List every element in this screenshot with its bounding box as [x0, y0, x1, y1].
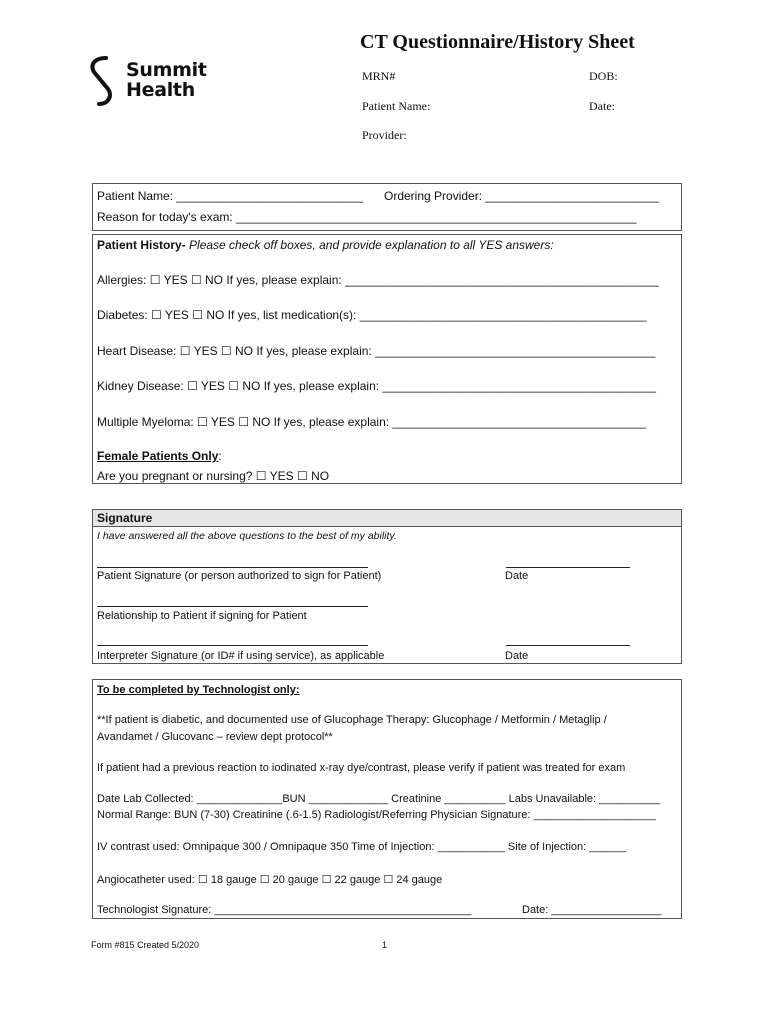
glucophage-note-line-2: Avandamet / Glucovanc – review dept protocol**: [97, 731, 333, 743]
lab-collected-field[interactable]: Date Lab Collected: ______________BUN _____________ Creatinine __________ Labs Unavailable: __________: [97, 793, 661, 805]
patient-name-field[interactable]: Patient Name: ____________________________: [97, 189, 364, 203]
technologist-date-field[interactable]: Date: __________________: [522, 904, 662, 916]
allergies-question[interactable]: Allergies: ☐ YES ☐ NO If yes, please explain: _______________________________________________: [97, 273, 659, 287]
date-line-2[interactable]: [506, 645, 630, 646]
logo-text: [126, 60, 207, 100]
pregnant-question[interactable]: Are you pregnant or nursing? ☐ YES ☐ NO: [97, 469, 330, 483]
patient-name-label: Patient Name:: [362, 99, 431, 113]
technologist-signature-field[interactable]: Technologist Signature: __________________________________________: [97, 904, 472, 916]
relationship-line[interactable]: [97, 606, 368, 607]
signature-statement: I have answered all the above questions to the best of my ability.: [97, 530, 397, 542]
kidney-disease-question[interactable]: Kidney Disease: ☐ YES ☐ NO If yes, please explain: _________________________________________: [97, 379, 657, 393]
history-heading-instructions: Please check off boxes, and provide explanation to all YES answers:: [185, 238, 554, 252]
female-heading-colon: :: [218, 449, 222, 463]
summit-health-logo-icon: [86, 55, 118, 107]
page-number: 1: [382, 940, 388, 950]
iv-contrast-field[interactable]: IV contrast used: Omnipaque 300 / Omnipaque 350 Time of Injection: ___________ Site of Injection: ______: [97, 841, 626, 853]
glucophage-note-line-1: **If patient is diabetic, and documented use of Glucophage Therapy: Glucophage / Metformin / Metaglip /: [97, 714, 607, 726]
signature-heading: Signature: [92, 509, 682, 527]
history-heading: [97, 238, 554, 252]
mrn-label: MRN#: [362, 69, 396, 83]
date-label-2: Date: [505, 650, 529, 662]
technologist-heading: To be completed by Technologist only:: [97, 684, 300, 696]
heart-disease-question[interactable]: Heart Disease: ☐ YES ☐ NO If yes, please explain: __________________________________________: [97, 344, 656, 358]
provider-label: Provider:: [362, 128, 407, 142]
interpreter-signature-line[interactable]: [97, 645, 368, 646]
form-number: Form #815 Created 5/2020: [91, 940, 200, 950]
reason-field[interactable]: Reason for today's exam: ____________________________________________________________: [97, 210, 637, 224]
patient-history-box: [92, 234, 682, 484]
diabetes-question[interactable]: Diabetes: ☐ YES ☐ NO If yes, list medication(s): ___________________________________________: [97, 308, 647, 322]
logo-line-1: Summit: [126, 59, 207, 81]
ordering-provider-field[interactable]: Ordering Provider: __________________________: [384, 189, 659, 203]
female-patients-heading: [97, 449, 222, 463]
relationship-label: Relationship to Patient if signing for Patient: [97, 610, 307, 622]
dob-label: DOB:: [589, 69, 618, 83]
date-label-1: Date: [505, 570, 529, 582]
signature-box: [92, 526, 682, 664]
logo-line-2: Health: [126, 79, 195, 101]
angiocatheter-field[interactable]: Angiocatheter used: ☐ 18 gauge ☐ 20 gauge ☐ 22 gauge ☐ 24 gauge: [97, 874, 443, 886]
history-heading-bold: Patient History-: [97, 238, 186, 252]
contrast-reaction-note: If patient had a previous reaction to iodinated x-ray dye/contrast, please verify if patient was treated for exam: [97, 762, 626, 774]
date-line-1[interactable]: [506, 567, 630, 568]
patient-signature-line[interactable]: [97, 567, 368, 568]
multiple-myeloma-question[interactable]: Multiple Myeloma: ☐ YES ☐ NO If yes, please explain: ______________________________________: [97, 415, 647, 429]
normal-range-field[interactable]: Normal Range: BUN (7-30) Creatinine (.6-1.5) Radiologist/Referring Physician Signature: ____________________: [97, 809, 656, 821]
female-heading-text: Female Patients Only: [97, 449, 219, 463]
date-label: Date:: [589, 99, 615, 113]
document-title: CT Questionnaire/History Sheet: [360, 31, 635, 53]
interpreter-signature-label: Interpreter Signature (or ID# if using service), as applicable: [97, 650, 385, 662]
patient-signature-label: Patient Signature (or person authorized to sign for Patient): [97, 570, 382, 582]
